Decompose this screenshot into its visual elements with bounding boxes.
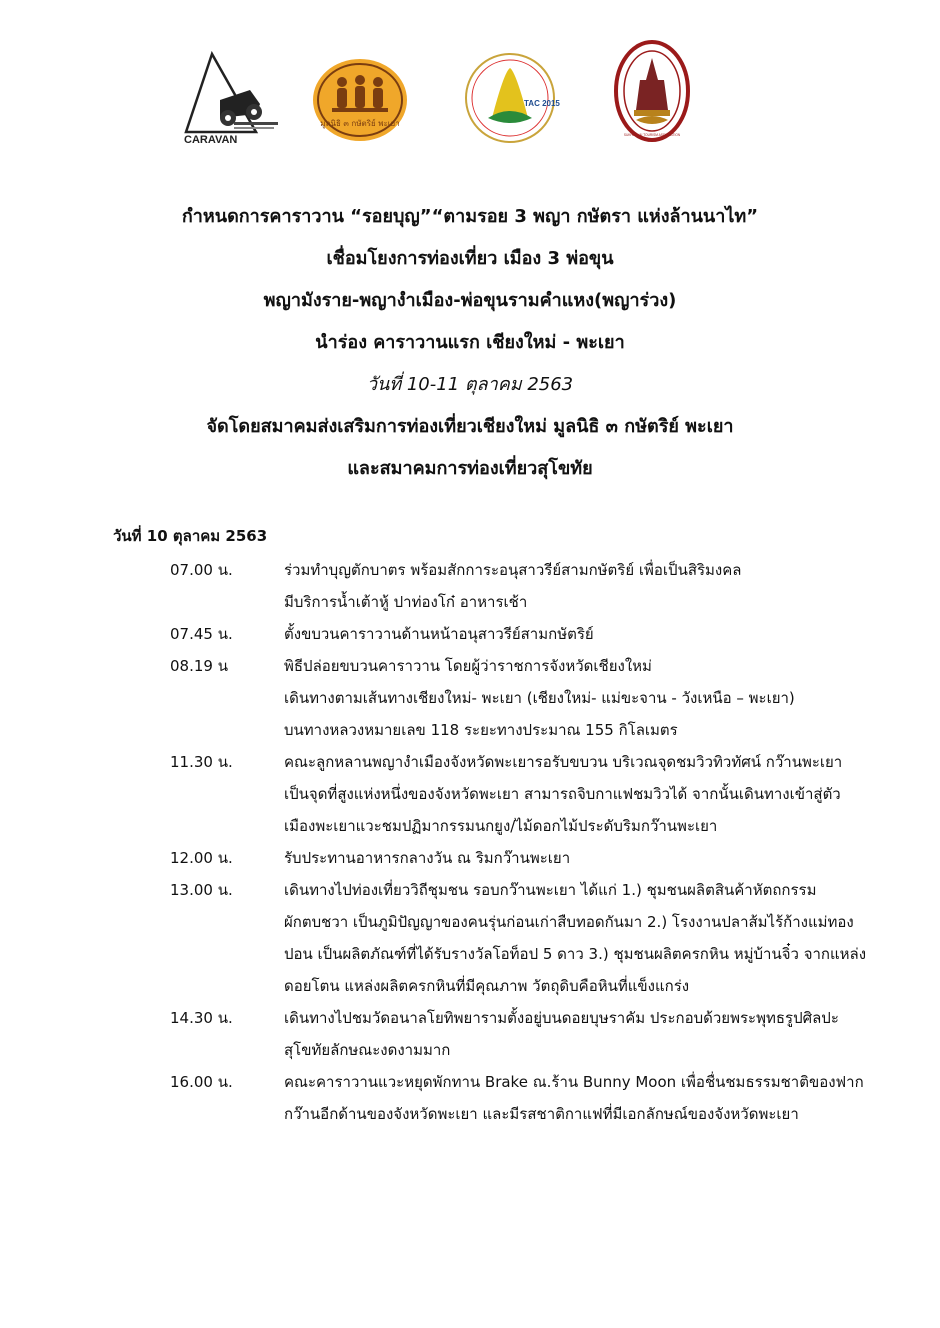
schedule-time: 08.19 น [170, 657, 228, 675]
schedule-row [0, 874, 940, 1002]
tac-logo [464, 52, 560, 144]
schedule-row [0, 1002, 940, 1066]
header-line-2: เชื่อมโยงการท่องเที่ยว เมือง 3 พ่อขุน [326, 248, 614, 269]
schedule-time: 12.00 น. [170, 849, 233, 867]
schedule-row [0, 554, 940, 618]
day-title: วันที่ 10 ตุลาคม 2563 [113, 527, 268, 545]
header-line-6: จัดโดยสมาคมส่งเสริมการท่องเที่ยวเชียงใหม่ มูลนิธิ ๓ กษัตริย์ พะเยา [206, 416, 734, 437]
schedule-line: คณะคาราวานแวะหยุดพักทาน Brake ณ.ร้าน Bunny Moon เพื่อชื่นชมธรรมชาติของฟาก [284, 1073, 864, 1091]
schedule-row [0, 842, 940, 874]
stupa-icon [464, 52, 560, 144]
header-line-4: นำร่อง คาราวานแรก เชียงใหม่ - พะเยา [315, 332, 625, 353]
schedule-description [284, 1002, 914, 1066]
schedule-description [284, 554, 914, 618]
foundation-logo [312, 58, 408, 142]
three-kings-seal-icon [312, 58, 408, 142]
jeep-mountain-icon [182, 48, 282, 144]
schedule-line: พิธีปล่อยขบวนคาราวาน โดยผู้ว่าราชการจังหวัดเชียงใหม่ [284, 657, 652, 675]
schedule-line: เมืองพะเยาแวะชมปฏิมากรรมนกยูง/ไม้ดอกไม้ประดับริมกว๊านพะเยา [284, 817, 718, 835]
schedule-description [284, 842, 914, 874]
caravan-logo [182, 48, 282, 144]
schedule-description [284, 650, 914, 746]
schedule-line: เป็นจุดที่สูงแห่งหนึ่งของจังหวัดพะเยา สามารถจิบกาแฟชมวิวได้ จากนั้นเดินทางเข้าสู่ตัว [284, 785, 841, 803]
schedule-time: 11.30 น. [170, 753, 233, 771]
schedule-row [0, 650, 940, 746]
schedule-time: 07.00 น. [170, 561, 233, 579]
sukhothai-logo-text: SUKHOTHAI TOURISM ASSOCIATION [623, 133, 681, 137]
foundation-logo-text: มูลนิธิ ๓ กษัตริย์ พะเยา [320, 119, 400, 128]
header-line-3: พญามังราย-พญางำเมือง-พ่อขุนรามคำแหง(พญาร่วง) [263, 290, 677, 311]
schedule-line: รับประทานอาหารกลางวัน ณ ริมกว๊านพะเยา [284, 849, 571, 867]
schedule-time: 07.45 น. [170, 625, 233, 643]
schedule-time: 14.30 น. [170, 1009, 233, 1027]
schedule-line: เดินทางไปชมวัดอนาลโยทิพยารามตั้งอยู่บนดอยบุษราคัม ประกอบด้วยพระพุทธรูปศิลปะ [284, 1009, 839, 1027]
schedule-time: 13.00 น. [170, 881, 233, 899]
schedule-description [284, 618, 914, 650]
schedule-description [284, 874, 914, 1002]
header-line-1: กำหนดการคาราวาน “รอยบุญ”“ตามรอย 3 พญา กษัตรา แห่งล้านนาไท” [181, 206, 759, 227]
schedule-line: กว๊านอีกด้านของจังหวัดพะเยา และมีรสชาติกาแฟที่มีเอกลักษณ์ของจังหวัดพะเยา [284, 1105, 799, 1123]
schedule-line: บนทางหลวงหมายเลข 118 ระยะทางประมาณ 155 กิโลเมตร [284, 721, 678, 739]
schedule-line: ผักตบชวา เป็นภูมิปัญญาของคนรุ่นก่อนเก่าสืบทอดกันมา 2.) โรงงานปลาส้มไร้ก้างแม่ทอง [284, 913, 854, 931]
schedule-row [0, 1066, 940, 1130]
schedule-time: 16.00 น. [170, 1073, 233, 1091]
sukhothai-logo [614, 40, 690, 142]
schedule-description [284, 1066, 914, 1130]
schedule-line: มีบริการน้ำเต้าหู้ ปาท่องโก๋ อาหารเช้า [284, 593, 528, 611]
document-header [0, 196, 940, 490]
schedule-line: เดินทางไปท่องเที่ยววิถีชุมชน รอบกว๊านพะเยา ได้แก่ 1.) ชุมชนผลิตสินค้าหัตถกรรม [284, 881, 817, 899]
schedule-line: ตั้งขบวนคาราวานด้านหน้าอนุสาวรีย์สามกษัตริย์ [284, 625, 594, 643]
schedule-list [0, 554, 940, 1130]
logo-bar [0, 40, 940, 150]
schedule-row [0, 746, 940, 842]
schedule-line: เดินทางตามเส้นทางเชียงใหม่- พะเยา (เชียงใหม่- แม่ขะจาน - วังเหนือ – พะเยา) [284, 689, 795, 707]
schedule-line: ร่วมทำบุญตักบาตร พร้อมสักการะอนุสาวรีย์สามกษัตริย์ เพื่อเป็นสิริมงคล [284, 561, 742, 579]
schedule-row [0, 618, 940, 650]
tac-logo-text: TAC 2015 [524, 99, 560, 108]
caravan-logo-text: CARAVAN [184, 134, 238, 146]
schedule-line: ดอยโตน แหล่งผลิตครกหินที่มีคุณภาพ วัตถุดิบคือหินที่แข็งแกร่ง [284, 977, 690, 995]
temple-seal-icon [614, 40, 690, 142]
schedule-description [284, 746, 914, 842]
header-date: วันที่ 10-11 ตุลาคม 2563 [366, 374, 574, 395]
schedule-line: คณะลูกหลานพญางำเมืองจังหวัดพะเยารอรับขบวน บริเวณจุดชมวิวทิวทัศน์ กว๊านพะเยา [284, 753, 843, 771]
schedule-line: สุโขทัยลักษณะงดงามมาก [284, 1041, 451, 1059]
schedule-line: ปอน เป็นผลิตภัณฑ์ที่ได้รับรางวัลโอท็อป 5 ดาว 3.) ชุมชนผลิตครกหิน หมู่บ้านจิ๋ว จากแหล่ง [284, 945, 867, 963]
header-line-7: และสมาคมการท่องเที่ยวสุโขทัย [347, 458, 593, 479]
